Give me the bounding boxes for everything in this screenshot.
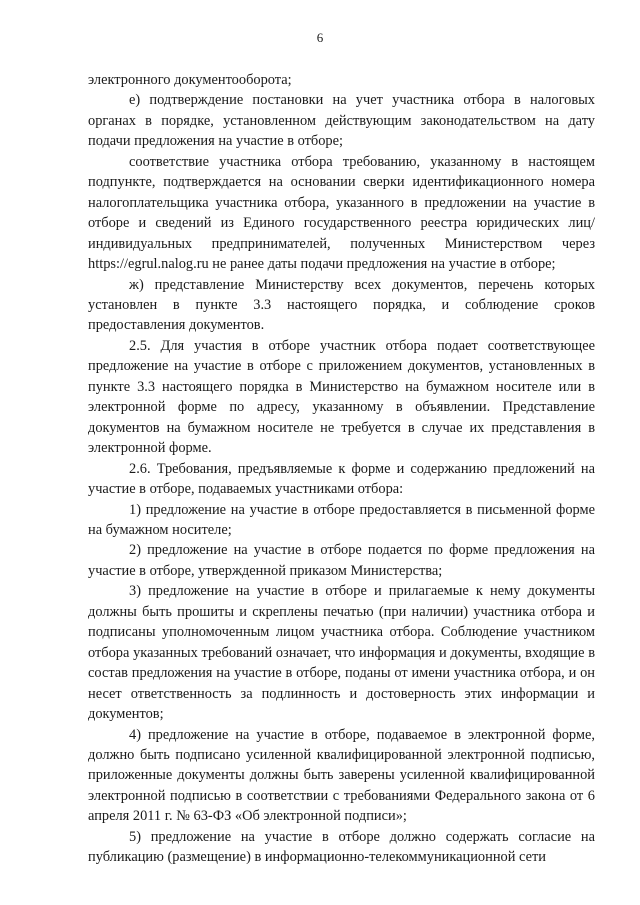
paragraph-item-4: 4) предложение на участие в отборе, подаваемое в электронной форме, должно быть подписано усиленной квалифицированной электронной подписью, приложенные документы должны быть заверены усиленной квалифицированной электронной подписью в соответствии с требованиями Федерального закона от 6 апреля 2011 г. № 63-ФЗ «Об электронной подписи»;: [88, 726, 595, 825]
paragraph-item-zh: ж) представление Министерству всех документов, перечень которых установлен в пункте 3.3 настоящего порядка, и соблюдение сроков предоставления документов.: [88, 276, 595, 334]
paragraph-item-3: 3) предложение на участие в отборе и прилагаемые к нему документы должны быть прошиты и скреплены печатью (при наличии) участника отбора и подписаны уполномоченным лицом участника отбора. Соблюдение участником отбора указанных требований означает, что информация и документы, входящие в состав предложения на участие в отборе, поданы от имени участника отбора, и он несет ответственность за подлинность и достоверность этих информации и документов;: [88, 583, 595, 723]
page-number: 6: [316, 30, 324, 45]
paragraph-section-2-6: 2.6. Требования, предъявляемые к форме и содержанию предложений на участие в отборе, подаваемых участниками отбора:: [88, 460, 595, 498]
paragraph-item-e: е) подтверждение постановки на учет участника отбора в налоговых органах в порядке, установленном действующим законодательством на дату подачи предложения на участие в отборе;: [88, 92, 595, 150]
paragraph-compliance: соответствие участника отбора требованию, указанному в настоящем подпункте, подтверждается на основании сверки идентификационного номера налогоплательщика участника отбора, указанного в предложении на участие в отборе и сведений из Единого государственного реестра юридических лиц/индивидуальных предпринимателей, полученных Министерством через https://egrul.nalog.ru не ранее даты подачи предложения на участие в отборе;: [88, 153, 595, 273]
paragraph-item-1: 1) предложение на участие в отборе предоставляется в письменной форме на бумажном носителе;: [88, 501, 595, 538]
document-body: [88, 70, 595, 868]
paragraph-section-2-5: 2.5. Для участия в отборе участник отбора подает соответствующее предложение на участие в отборе с приложением документов, установленных в пункте 3.3 настоящего порядка в Министерство на бумажном носителе или в электронной форме по адресу, указанному в объявлении. Представление документов на бумажном носителе не требуется в случае их представления в электронной форме.: [88, 337, 595, 457]
paragraph-item-2: 2) предложение на участие в отборе подается по форме предложения на участие в отборе, утвержденной приказом Министерства;: [88, 542, 595, 579]
paragraph-item-5: 5) предложение на участие в отборе должно содержать согласие на публикацию (размещение) в информационно-телекоммуникационной сети: [88, 828, 595, 866]
paragraph-continuation: электронного документооборота;: [88, 72, 292, 88]
